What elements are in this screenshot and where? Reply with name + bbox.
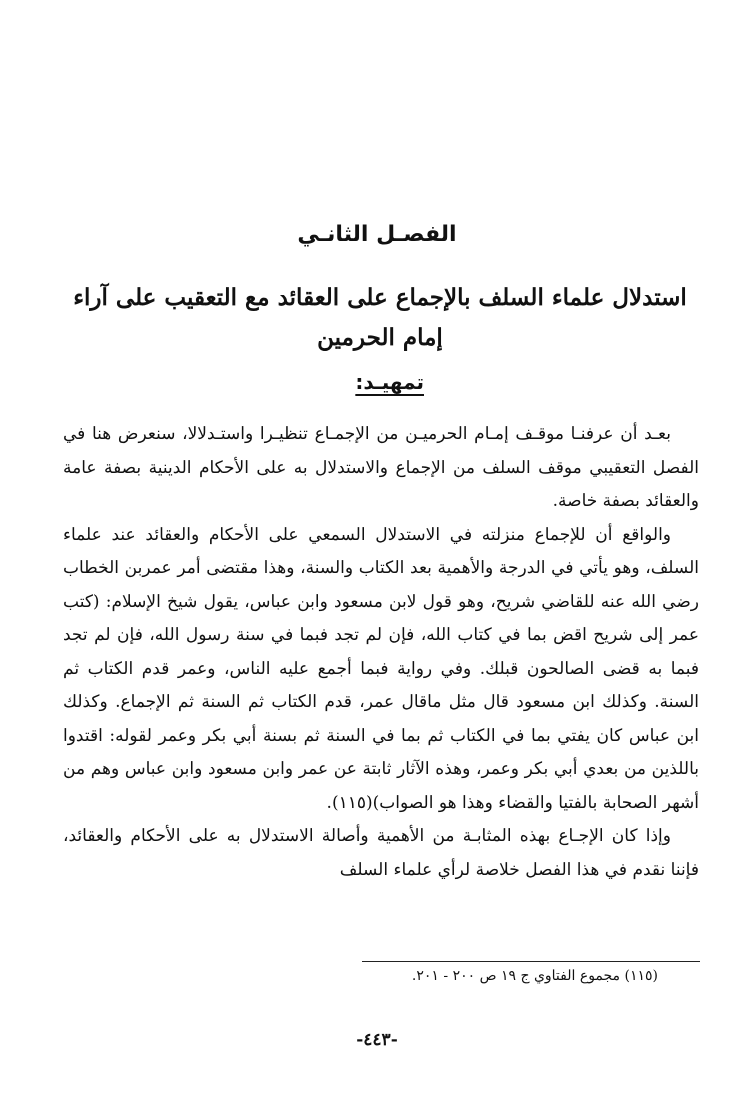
- chapter-title: الفصـل الثانـي: [297, 222, 457, 247]
- paragraph: وإذا كان الإجـاع بهذه المثابـة من الأهمية وأصالة الاستدلال به على الأحكام والعقائد، فإننا نقدم في هذا الفصل خلاصة لرأي علماء السلف: [63, 826, 699, 880]
- paragraph: والواقع أن للإجماع منزلته في الاستدلال السمعي على الأحكام والعقائد عند علماء السلف، وهو يأتي في الدرجة والأهمية بعد الكتاب والسنة، وهذا مقتضى أمر عمربن الخطاب رضي الله عنه للقاضي شريح، وهو قول لابن مسعود وابن عباس، يقول شيخ الإسلام: (كتب عمر إلى شريح اقض بما في كتاب الله، فإن لم تجد فبما في سنة رسول الله، فإن لم تجد فبما به قضى الصالحون قبلك. وفي رواية فبما أجمع عليه الناس، وعمر قدم الكتاب ثم السنة. وكذلك ابن مسعود قال مثل ماقال عمر، قدم الكتاب ثم السنة ثم الإجماع. وكذلك ابن عباس كان يفتي بما في الكتاب ثم بما في السنة ثم بسنة أبي بكر وعمر لقوله: اقتدوا باللذين من بعدي أبي بكر وعمر، وهذه الآثار ثابتة عن عمر وابن مسعود وابن عباس وهم من أشهر الصحابة بالفتيا والقضاء وهذا هو الصواب)(١١٥).: [63, 524, 699, 813]
- footnote-divider: [362, 961, 700, 962]
- body-text: [63, 418, 699, 887]
- paragraph: بعـد أن عرفنـا موقـف إمـام الحرميـن من الإجمـاع تنظيـرا واستـدلالا، سنعرض هنا في الفصل التعقيبي موقف السلف من الإجماع والاستدلال به على الأحكام الدينية بصفة عامة والعقائد بصفة خاصة.: [63, 424, 699, 511]
- page-number: -٤٤٣-: [356, 1030, 398, 1050]
- intro-heading: تمهيـد:: [355, 370, 424, 394]
- section-title: استدلال علماء السلف بالإجماع على العقائد مع التعقيب على آراء إمام الحرمين: [73, 284, 687, 351]
- footnote: (١١٥) مجموع الفتاوي ج ١٩ ص ٢٠٠ - ٢٠١.: [411, 968, 658, 984]
